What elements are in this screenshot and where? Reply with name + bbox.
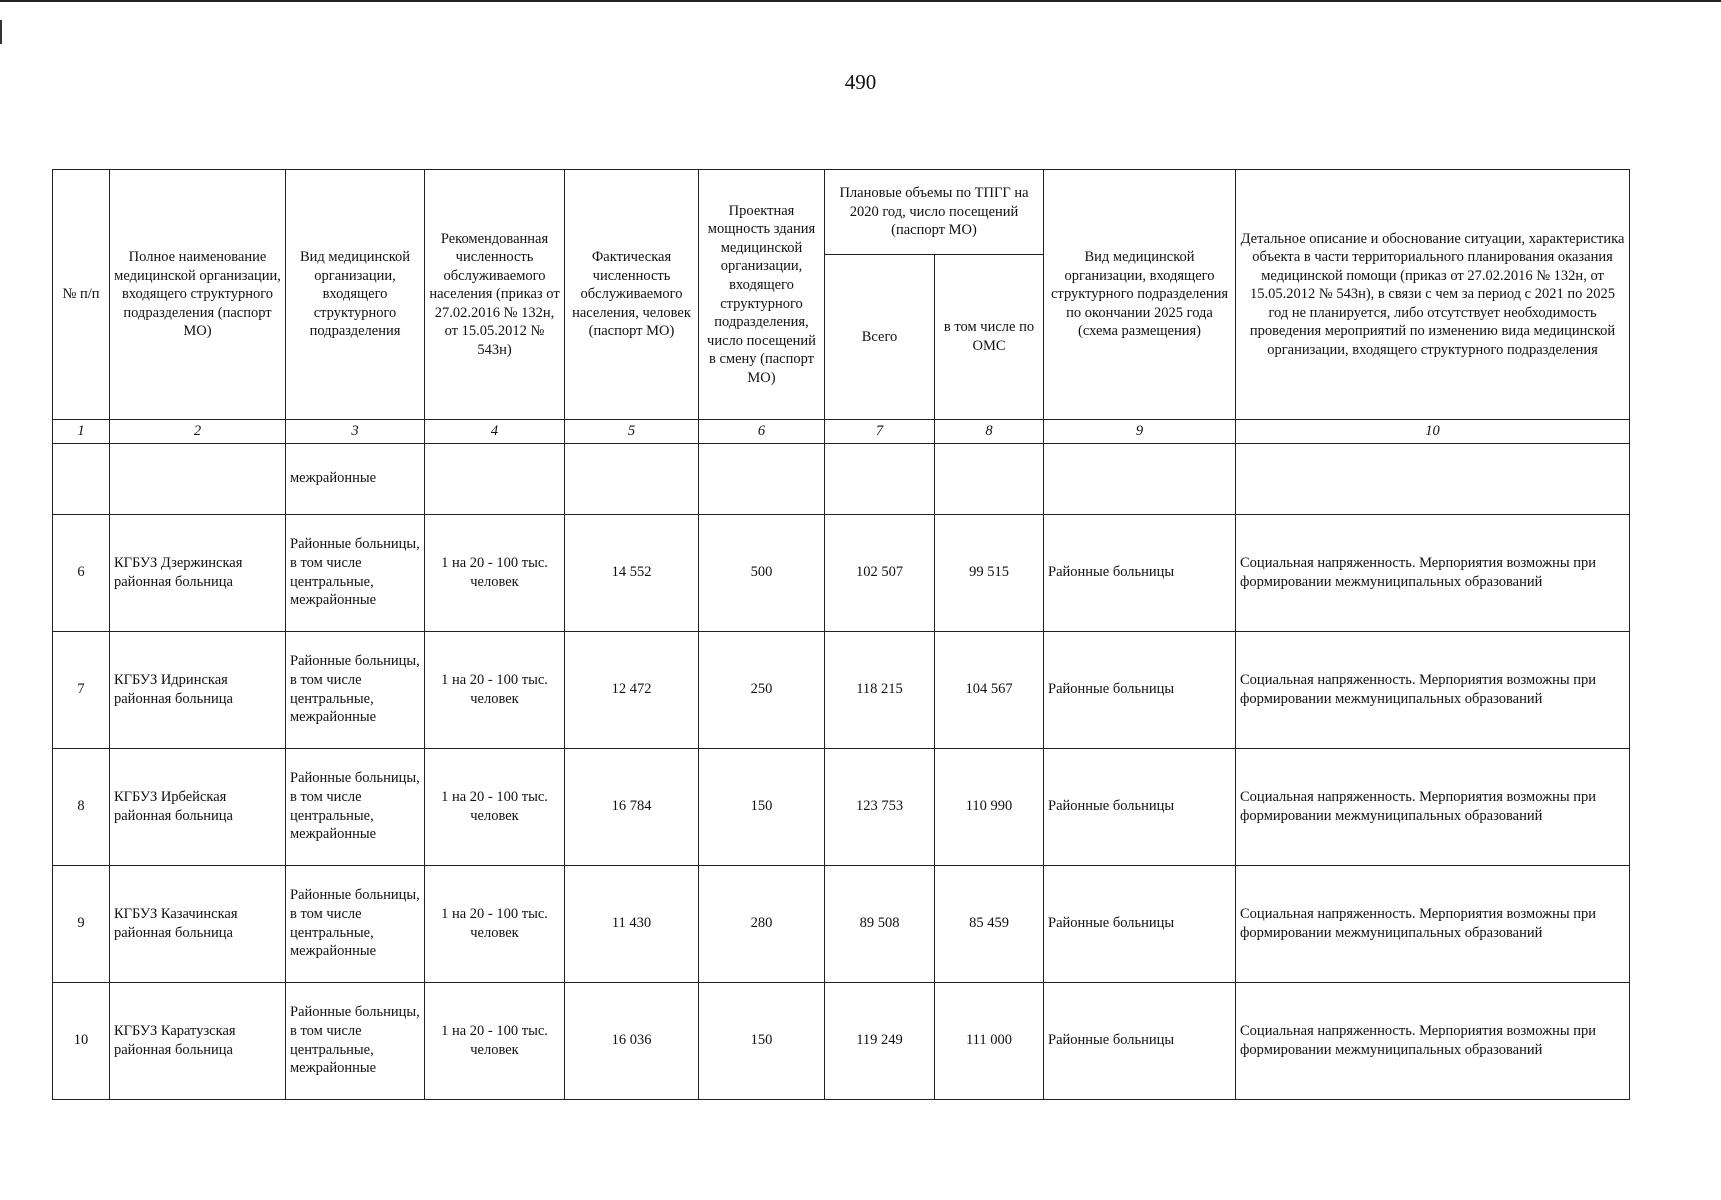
cell-recommended: 1 на 20 - 100 тыс. человек [425,631,565,748]
cell-empty [935,443,1044,514]
cell-empty [425,443,565,514]
table-row [53,748,1630,865]
column-number: 9 [1044,420,1236,444]
continuation-row [53,443,1630,514]
header-col-oms: в том числе по ОМС [935,255,1044,420]
cell-description: Социальная напряженность. Мерпориятия возможны при формировании межмуниципальных образований [1236,748,1630,865]
table-row [53,631,1630,748]
header-col-description: Детальное описание и обоснование ситуации, характеристика объекта в части территориального планирования оказания медицинской помощи (приказ от 27.02.2016 № 132н, от 15.05.2012 № 543н), в связи с чем за период с 2021 по 2025 год не планируется, либо отсутствует необходимость проведения мероприятий по изменению вида медицинской организации, входящего структурного подразделения [1236,170,1630,420]
cell-oms: 110 990 [935,748,1044,865]
cell-kind: Районные больницы, в том числе центральные, межрайонные [286,748,425,865]
cell-recommended: 1 на 20 - 100 тыс. человек [425,865,565,982]
scan-left-mark [0,20,2,44]
header-col-total: Всего [825,255,935,420]
header-col-recommended: Рекомендованная численность обслуживаемого населения (приказ от 27.02.2016 № 132н, от 15.05.2012 № 543н) [425,170,565,420]
cell-empty [825,443,935,514]
header-row-top [53,170,1630,255]
cell-capacity: 280 [699,865,825,982]
column-number: 4 [425,420,565,444]
column-number: 8 [935,420,1044,444]
cell-kind: Районные больницы, в том числе центральные, межрайонные [286,631,425,748]
cell-actual: 16 036 [565,982,699,1099]
header-col-capacity: Проектная мощность здания медицинской организации, входящего структурного подразделения, число посещений в смену (паспорт МО) [699,170,825,420]
column-number: 1 [53,420,110,444]
cell-empty [565,443,699,514]
cell-recommended: 1 на 20 - 100 тыс. человек [425,982,565,1099]
cell-description: Социальная напряженность. Мерпориятия возможны при формировании межмуниципальных образований [1236,514,1630,631]
cell-total: 102 507 [825,514,935,631]
cell-description: Социальная напряженность. Мерпориятия возможны при формировании межмуниципальных образований [1236,982,1630,1099]
column-number: 5 [565,420,699,444]
table-row [53,982,1630,1099]
cell-oms: 85 459 [935,865,1044,982]
table-row [53,514,1630,631]
column-number: 10 [1236,420,1630,444]
cell-kind-2025: Районные больницы [1044,982,1236,1099]
cell-empty [110,443,286,514]
cell-kind: Районные больницы, в том числе центральные, межрайонные [286,514,425,631]
table-row [53,865,1630,982]
column-number-row [53,420,1630,444]
medical-organizations-table [52,169,1630,1100]
cell-oms: 99 515 [935,514,1044,631]
cell-actual: 14 552 [565,514,699,631]
header-col-name: Полное наименование медицинской организации, входящего структурного подразделения (паспорт МО) [110,170,286,420]
cell-capacity: 150 [699,982,825,1099]
cell-total: 89 508 [825,865,935,982]
cell-name: КГБУЗ Дзержинская районная больница [110,514,286,631]
scan-top-border [0,0,1721,2]
cell-actual: 16 784 [565,748,699,865]
cell-kind-2025: Районные больницы [1044,865,1236,982]
header-col-kind-2025: Вид медицинской организации, входящего структурного подразделения по окончании 2025 года (схема размещения) [1044,170,1236,420]
cell-name: КГБУЗ Идринская районная больница [110,631,286,748]
cell-recommended: 1 на 20 - 100 тыс. человек [425,748,565,865]
cell-oms: 111 000 [935,982,1044,1099]
cell-capacity: 250 [699,631,825,748]
cell-num: 9 [53,865,110,982]
cell-num: 6 [53,514,110,631]
cell-capacity: 150 [699,748,825,865]
cell-recommended: 1 на 20 - 100 тыс. человек [425,514,565,631]
header-col-kind: Вид медицинской организации, входящего структурного подразделения [286,170,425,420]
cell-description: Социальная напряженность. Мерпориятия возможны при формировании межмуниципальных образований [1236,865,1630,982]
cell-empty [1236,443,1630,514]
column-number: 3 [286,420,425,444]
cell-total: 118 215 [825,631,935,748]
cell-oms: 104 567 [935,631,1044,748]
header-group-planned-volumes: Плановые объемы по ТПГГ на 2020 год, число посещений (паспорт МО) [825,170,1044,255]
cell-total: 119 249 [825,982,935,1099]
cell-num: 7 [53,631,110,748]
header-col-actual: Фактическая численность обслуживаемого населения, человек (паспорт МО) [565,170,699,420]
cell-actual: 12 472 [565,631,699,748]
column-number: 7 [825,420,935,444]
cell-kind-2025: Районные больницы [1044,748,1236,865]
column-number: 2 [110,420,286,444]
cell-kind: Районные больницы, в том числе центральные, межрайонные [286,982,425,1099]
page-number: 490 [844,70,877,94]
cell-kind-continued: межрайонные [286,443,425,514]
cell-name: КГБУЗ Казачинская районная больница [110,865,286,982]
cell-total: 123 753 [825,748,935,865]
cell-name: КГБУЗ Ирбейская районная больница [110,748,286,865]
cell-num: 8 [53,748,110,865]
cell-empty [699,443,825,514]
cell-kind: Районные больницы, в том числе центральные, межрайонные [286,865,425,982]
cell-kind-2025: Районные больницы [1044,631,1236,748]
cell-capacity: 500 [699,514,825,631]
cell-empty [1044,443,1236,514]
cell-empty [53,443,110,514]
cell-description: Социальная напряженность. Мерпориятия возможны при формировании межмуниципальных образований [1236,631,1630,748]
cell-name: КГБУЗ Каратузская районная больница [110,982,286,1099]
cell-num: 10 [53,982,110,1099]
cell-kind-2025: Районные больницы [1044,514,1236,631]
cell-actual: 11 430 [565,865,699,982]
column-number: 6 [699,420,825,444]
header-col-num: № п/п [53,170,110,420]
